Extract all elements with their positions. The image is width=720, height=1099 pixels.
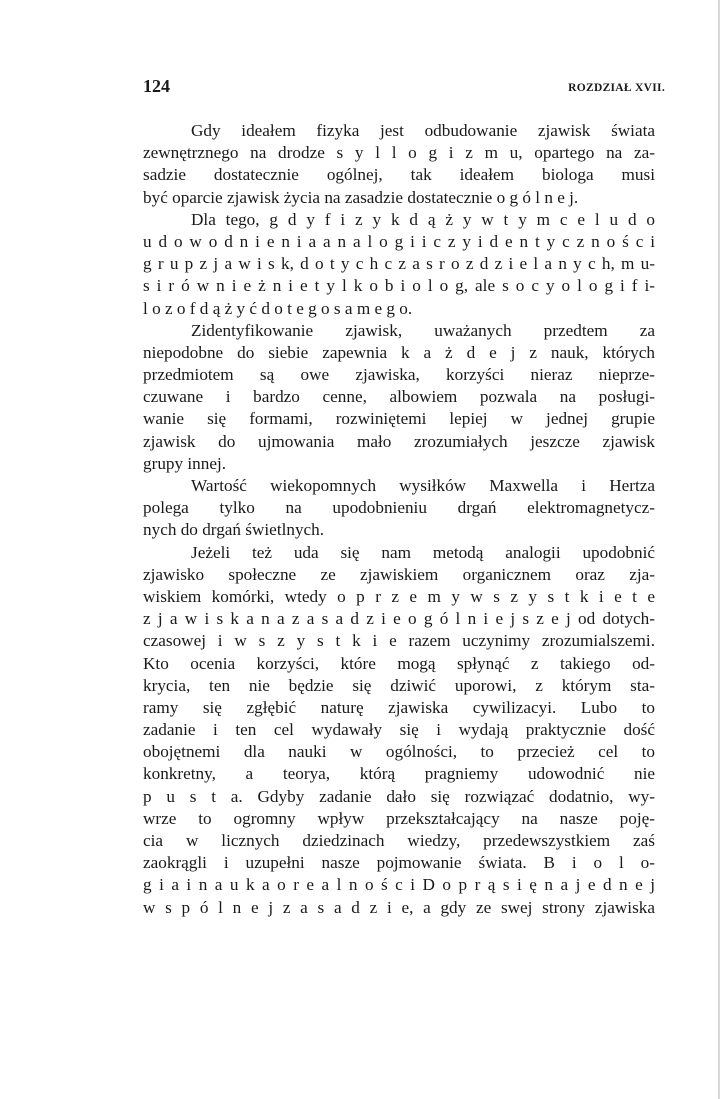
text-line: z j a w i s k a n a z a s a d z i e o g ó l n i e j s z e j od dotych-	[143, 609, 655, 629]
text-line: zadanie i ten cel wydawały się i wydają praktycznie dość	[143, 720, 655, 740]
text-line: w s p ó l n e j z a s a d z i e, a gdy ze swej strony zjawiska	[143, 897, 655, 917]
text-line: zjawisko społeczne ze zjawiskiem organicznem oraz zja-	[143, 564, 655, 584]
text-line: konkretny, a teorya, którą pragniemy udowodnić nie	[143, 764, 655, 784]
text-line: ramy się zgłębić naturę zjawiska cywilizacyi. Lubo to	[143, 697, 655, 717]
text-line: zjawisk do ujmowania mało zrozumiałych jeszcze zjawisk	[143, 431, 655, 451]
text-line: sadzie dostatecznie ogólnej, tak ideałem biologa musi	[143, 165, 655, 185]
text-line: zewnętrznego na drodze s y l l o g i z m u, opartego na za-	[143, 143, 655, 163]
text-line: Gdy ideałem fizyka jest odbudowanie zjawisk świata	[191, 121, 655, 140]
text-line: czuwane i bardzo cenne, albowiem pozwala na posługi-	[143, 387, 655, 407]
text-line: czasowej i w s z y s t k i e razem uczynimy zrozumialszemi.	[143, 631, 655, 651]
text-line: Jeżeli też uda się nam metodą analogii upodobnić	[191, 542, 655, 562]
text-line: Dla tego, g d y f i z y k d ą ż y w t y m c e l u d o	[191, 209, 655, 229]
text-line: u d o w o d n i e n i a a n a l o g i i c z y i d e n t y c z n o ś c i	[143, 231, 655, 251]
running-head: ROZDZIAŁ XVII.	[568, 82, 665, 94]
text-line: być oparcie zjawisk życia na zasadzie dostatecznie o g ó l n e j.	[143, 187, 579, 207]
text-line: wiskiem komórki, wtedy o p r z e m y w s z y s t k i e t e	[143, 586, 655, 606]
text-line: s i r ó w n i e ż n i e t y l k o b i o l o g, ale s o c y o l o g i f i-	[143, 276, 655, 296]
text-line: cia w licznych dziedzinach wiedzy, przedewszystkiem zaś	[143, 831, 655, 850]
text-line: l o z o f d ą ż y ć d o t e g o s a m e g o.	[143, 298, 413, 318]
text-line: grupy innej.	[143, 453, 227, 473]
text-line: niepodobne do siebie zapewnia k a ż d e j z nauk, których	[143, 342, 655, 362]
text-line: wrze to ogromny wpływ przekształcający na nasze poję-	[143, 808, 655, 828]
page-number: 124	[143, 76, 170, 96]
text-line: nych do drgań świetlnych.	[143, 520, 325, 540]
text-line: zaokrągli i uzupełni nasze pojmowanie świata. B i o l o-	[143, 853, 655, 873]
text-line: Zidentyfikowanie zjawisk, uważanych przedtem za	[191, 320, 655, 340]
text-line: obojętnemi dla nauki w ogólności, to przecież cel to	[143, 742, 655, 762]
text-line: Wartość wiekopomnych wysiłków Maxwella i Hertza	[191, 476, 655, 495]
text-line: p u s t a. Gdyby zadanie dało się rozwiązać dodatnio, wy-	[143, 786, 655, 806]
text-line: g r u p z j a w i s k, d o t y c h c z a s r o z d z i e l a n y c h, m u-	[143, 254, 655, 274]
text-line: przedmiotem są owe zjawiska, korzyści nieraz nieprze-	[143, 365, 655, 385]
body-text	[143, 120, 655, 919]
text-line: wanie się formami, rozwiniętemi lepiej w jednej grupie	[143, 409, 655, 429]
text-line: g i a i n a u k a o r e a l n o ś c i D o p r ą s i ę n a j e d n e j	[143, 875, 655, 895]
text-line: Kto ocenia korzyści, które mogą spłynąć z takiego od-	[143, 653, 655, 673]
text-line: polega tylko na upodobnieniu drgań elektromagnetycz-	[143, 498, 655, 518]
page-header	[143, 76, 665, 100]
text-line: krycia, ten nie będzie się dziwić uporowi, z którym sta-	[143, 675, 655, 695]
